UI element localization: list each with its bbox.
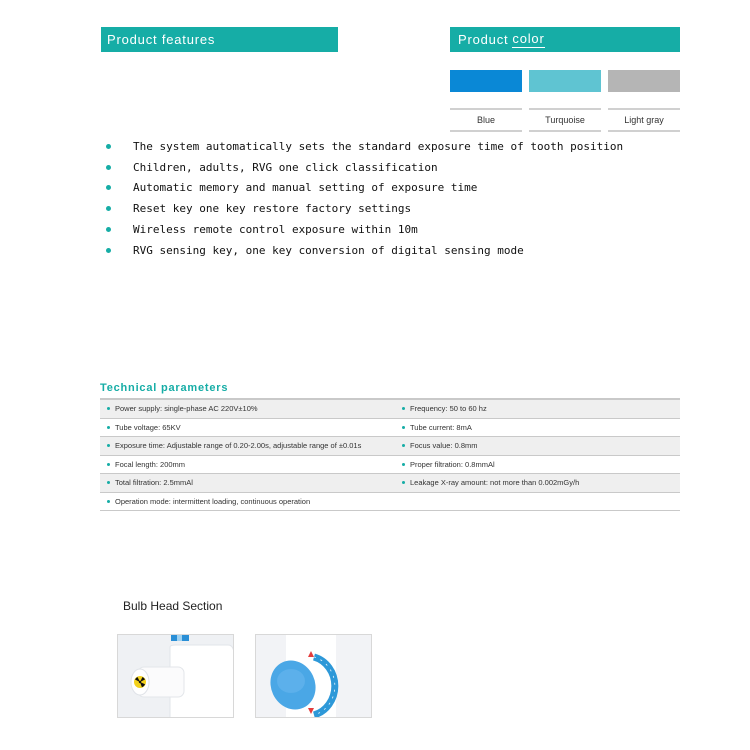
param-cell	[100, 419, 395, 437]
feature-item	[100, 219, 660, 240]
bullet-icon	[107, 463, 110, 466]
bullet-icon	[106, 248, 111, 253]
bullet-icon	[106, 206, 111, 211]
feature-text: RVG sensing key, one key conversion of digital sensing mode	[133, 243, 524, 257]
param-text: Operation mode: intermittent loading, continuous operation	[115, 496, 311, 506]
param-cell	[395, 437, 680, 455]
bullet-icon	[402, 444, 405, 447]
table-row	[100, 419, 680, 438]
feature-item	[100, 178, 660, 199]
bulb-head-photo-dial	[255, 634, 372, 718]
bullet-icon	[107, 407, 110, 410]
bullet-icon	[106, 185, 111, 190]
param-cell	[100, 400, 395, 418]
product-features-header	[100, 27, 338, 52]
feature-text: The system automatically sets the standard exposure time of tooth position	[133, 139, 624, 153]
param-cell	[395, 456, 680, 474]
bullet-icon	[107, 426, 110, 429]
bullet-icon	[402, 463, 405, 466]
bullet-icon	[107, 444, 110, 447]
feature-text: Wireless remote control exposure within 10m	[133, 223, 418, 237]
swatch-label-light-gray: Light gray	[608, 108, 680, 132]
bullet-icon	[106, 165, 111, 170]
product-features-title: Product features	[107, 32, 216, 47]
product-color-title-part2: color	[512, 31, 545, 46]
bulb-head-radiation-image	[118, 635, 234, 718]
param-cell	[100, 474, 395, 492]
bulb-head-dial-image	[256, 635, 372, 718]
param-cell	[395, 474, 680, 492]
feature-item	[100, 157, 660, 178]
radiation-icon	[134, 676, 146, 688]
table-row	[100, 437, 680, 456]
swatch-light-gray	[608, 70, 680, 92]
param-cell	[395, 400, 680, 418]
swatch-turquoise	[529, 70, 601, 92]
param-text: Tube current: 8mA	[410, 422, 472, 432]
table-row	[100, 474, 680, 493]
bullet-icon	[402, 426, 405, 429]
bullet-icon	[107, 500, 110, 503]
param-text: Leakage X-ray amount: not more than 0.002mGy/h	[410, 478, 580, 488]
table-row	[100, 456, 680, 475]
feature-text: Automatic memory and manual setting of exposure time	[133, 181, 478, 195]
feature-text: Children, adults, RVG one click classification	[133, 160, 438, 174]
param-cell	[100, 437, 395, 455]
technical-parameters-table	[100, 398, 680, 511]
bullet-icon	[106, 144, 111, 149]
param-cell-empty	[395, 493, 680, 511]
param-text: Proper filtration: 0.8mmAl	[410, 459, 495, 469]
technical-parameters-title: Technical parameters	[100, 382, 229, 394]
param-cell	[395, 419, 680, 437]
swatch-blue	[450, 70, 522, 92]
param-text: Focus value: 0.8mm	[410, 441, 478, 451]
param-text: Tube voltage: 65KV	[115, 422, 181, 432]
param-cell	[100, 493, 395, 511]
bulb-head-photo-radiation	[117, 634, 234, 718]
param-text: Exposure time: Adjustable range of 0.20-2.00s, adjustable range of ±0.01s	[115, 441, 362, 451]
bullet-icon	[107, 481, 110, 484]
product-color-header	[450, 27, 680, 52]
param-cell	[100, 456, 395, 474]
product-color-title-part1: Product	[458, 32, 509, 47]
feature-text: Reset key one key restore factory settings	[133, 202, 412, 216]
param-text: Total filtration: 2.5mmAl	[115, 478, 193, 488]
bulb-head-title: Bulb Head Section	[123, 599, 223, 613]
param-text: Power supply: single-phase AC 220V±10%	[115, 404, 258, 414]
bullet-icon	[106, 227, 111, 232]
bullet-icon	[402, 407, 405, 410]
table-row	[100, 400, 680, 419]
swatch-label-turquoise: Turquoise	[529, 108, 601, 132]
table-row	[100, 493, 680, 512]
param-text: Frequency: 50 to 60 hz	[410, 404, 487, 414]
feature-item	[100, 198, 660, 219]
feature-item	[100, 240, 660, 261]
feature-item	[100, 136, 660, 157]
features-list	[100, 136, 660, 261]
bullet-icon	[402, 481, 405, 484]
param-text: Focal length: 200mm	[115, 459, 186, 469]
swatch-label-blue: Blue	[450, 108, 522, 132]
